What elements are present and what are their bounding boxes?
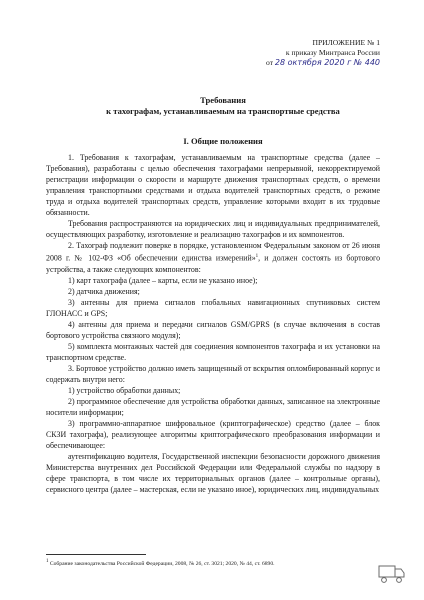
footnote <box>46 558 380 568</box>
paragraph-3-start: 2. Тахограф подлежит поверке в порядке, установленном Федеральным законом от 26 июня 2008 г. № 102-ФЗ «Об обеспечении единства измерений» <box>46 241 380 263</box>
footnote-text: Собрание законодательства Российской Федерации, 2008, № 26, ст. 3021; 2020, № 44, ст. 6890. <box>49 560 275 567</box>
document-subtitle: к тахографам, устанавливаемым на транспортные средства <box>106 106 340 116</box>
truck-stamp-icon <box>376 560 406 586</box>
order-reference: к приказу Минтранса России <box>285 48 380 57</box>
list-item: 3) антенны для приема сигналов глобальных навигационных спутниковых систем ГЛОНАСС и GPS; <box>46 297 380 318</box>
list-item: аутентификацию водителя, Государственной инспекции безопасности дорожного движения Министерства внутренних дел Российской Федерации или Федеральной службы по надзору в сфере транспорта, в том числе их территориальных органов (далее – контрольные органы), сервисного центра (далее – мастерская, если не указано иное), юридических лиц, индивидуальных <box>46 451 380 494</box>
date-prefix: от <box>266 58 274 67</box>
paragraph-3 <box>46 240 380 275</box>
list-item: 2) датчика движения; <box>68 286 140 296</box>
paragraph-4: 3. Бортовое устройство должно иметь защищенный от вскрытия опломбированный корпус и содержать внутри него: <box>46 363 380 384</box>
handwritten-date: 28 октября 2020 г № 440 <box>274 58 380 67</box>
appendix-label: ПРИЛОЖЕНИЕ № 1 <box>312 38 380 47</box>
document-body <box>46 152 380 495</box>
order-date <box>230 58 380 68</box>
section-heading: I. Общие положения <box>183 136 263 146</box>
paragraph-3-end: , и должен состоять из бортового устройства, а также следующих компонентов: <box>46 253 381 274</box>
list-item: 3) программно-аппаратное шифровальное (криптографическое) средство (далее – блок СКЗИ тахографа), реализующее алгоритмы криптографического преобразования информации и обеспечивающее: <box>46 418 380 450</box>
list-item: 1) устройство обработки данных; <box>68 385 181 395</box>
footnote-reference: 1 <box>255 254 259 259</box>
paragraph-2: Требования распространяются на юридических лиц и индивидуальных предпринимателей, осуществляющих разработку, изготовление и реализацию тахографов и их компонентов. <box>46 219 380 239</box>
list-item: 1) карт тахографа (далее – карты, если не указано иное); <box>68 275 258 285</box>
list-item: 2) программное обеспечение для устройства обработки данных, записанное на электронные носители информации; <box>46 396 380 417</box>
appendix-header <box>230 38 380 68</box>
list-item: 5) комплекта монтажных частей для соединения компонентов тахографа и их установки на транспортном средстве. <box>46 341 380 362</box>
list-item: 4) антенны для приема и передачи сигналов GSM/GPRS (в случае включения в состав бортового устройства связного модуля); <box>46 319 380 340</box>
footnote-mark: 1 <box>46 559 49 564</box>
document-title: Требования <box>200 95 246 105</box>
footnote-divider <box>46 554 146 555</box>
paragraph-1: 1. Требования к тахографам, устанавливаемым на транспортные средства (далее – Требования), разработаны с целью обеспечения тахографами непрерывной, некорректируемой регистрации информации о скорости и маршруте движения транспортных средств, о времени управления транспортными средствами и отдыха водителей транспортных средств, о режиме труда и отдыха водителей транспортных средств, управление которыми входит в их трудовые обязанности. <box>46 153 380 217</box>
